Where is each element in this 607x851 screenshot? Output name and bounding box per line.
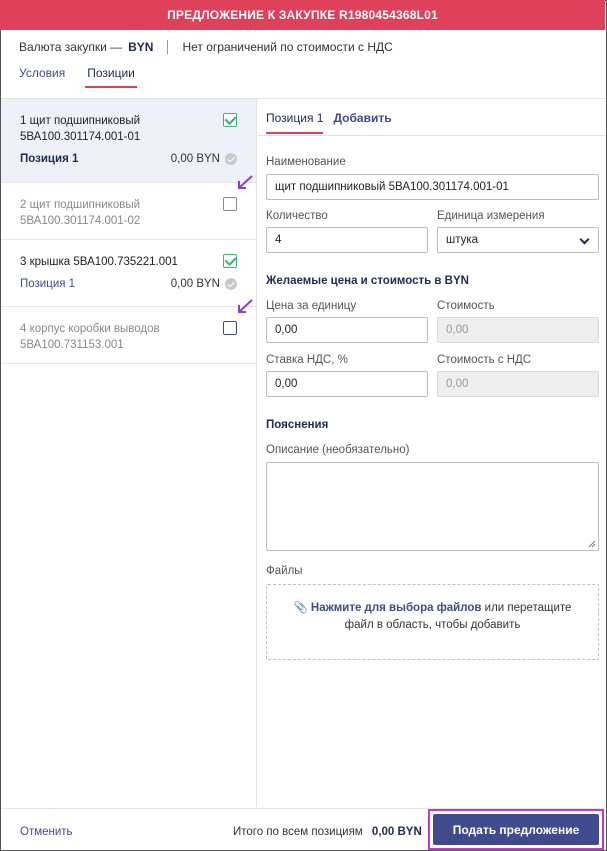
separator <box>167 40 168 54</box>
file-dropzone[interactable] <box>266 584 599 660</box>
drop-text-line2: файл в область, чтобы добавить <box>344 619 521 631</box>
total-summary <box>233 826 422 838</box>
currency-value: BYN <box>128 40 154 54</box>
item-title: 2 щит подшипниковый 5ВА100.301174.001-02 <box>20 199 141 227</box>
item-checkbox[interactable] <box>223 321 237 335</box>
annotation-arrow-icon <box>235 175 255 191</box>
list-item[interactable] <box>1 240 256 307</box>
item-summary <box>20 153 237 165</box>
item-position-label: Позиция 1 <box>20 153 79 165</box>
currency-label: Валюта закупки — <box>19 40 123 54</box>
description-textarea[interactable] <box>266 462 599 551</box>
unit-label: Единица измерения <box>437 210 545 222</box>
item-checkbox[interactable] <box>223 113 237 127</box>
item-position-link[interactable]: Позиция 1 <box>20 278 76 290</box>
drop-text: или перетащите <box>484 602 572 614</box>
item-title: 4 корпус коробки выводов 5ВА100.731153.001 <box>20 323 160 351</box>
quantity-field[interactable]: 4 <box>266 227 428 253</box>
detail-tabs <box>266 111 392 134</box>
item-price <box>171 153 237 165</box>
item-title: 1 щит подшипниковый 5ВА100.301174.001-01 <box>20 115 141 143</box>
items-list <box>1 99 257 807</box>
detail-tabs-divider <box>258 135 605 136</box>
vat-label: Ставка НДС, % <box>266 354 348 366</box>
top-tabs <box>19 66 137 88</box>
submit-button[interactable]: Подать предложение <box>433 814 599 845</box>
choose-files-link[interactable]: Нажмите для выбора файлов <box>310 602 482 614</box>
item-price <box>171 278 237 290</box>
item-price-value: 0,00 BYN <box>170 278 220 290</box>
item-checkbox[interactable] <box>223 254 237 268</box>
item-price-value: 0,00 BYN <box>170 153 220 165</box>
list-item[interactable] <box>1 183 256 240</box>
item-title: 3 крышка 5ВА100.735221.001 <box>20 256 178 268</box>
unit-price-field[interactable]: 0,00 <box>266 317 428 343</box>
cost-field: 0,00 <box>437 317 599 343</box>
description-label: Описание (необязательно) <box>266 444 410 456</box>
check-circle-icon <box>225 153 237 165</box>
footer <box>1 808 605 850</box>
check-circle-icon <box>225 278 237 290</box>
vat-field[interactable]: 0,00 <box>266 371 428 397</box>
limit-text: Нет ограничений по стоимости с НДС <box>182 40 393 54</box>
unit-select-value: штука <box>446 234 479 246</box>
item-checkbox[interactable] <box>223 197 237 211</box>
cancel-link[interactable]: Отменить <box>20 826 73 838</box>
total-label: Итого по всем позициям <box>233 826 363 838</box>
cost-label: Стоимость <box>437 300 495 312</box>
tab-conditions[interactable]: Условия <box>19 66 66 80</box>
cost-vat-field: 0,00 <box>437 371 599 397</box>
add-position-tab[interactable]: Добавить <box>333 111 392 125</box>
files-label: Файлы <box>266 565 303 577</box>
paperclip-icon: 📎 <box>293 602 308 614</box>
tab-positions[interactable]: Позиции <box>85 66 137 88</box>
item-summary <box>20 278 237 290</box>
name-label: Наименование <box>266 156 346 168</box>
unit-select[interactable] <box>437 227 599 253</box>
price-section-title: Желаемые цена и стоимость в BYN <box>266 275 469 287</box>
currency-info <box>19 40 393 54</box>
page-header: ПРЕДЛОЖЕНИЕ К ЗАКУПКЕ R1980454368L01 <box>0 0 605 30</box>
annotation-arrow-icon <box>235 299 255 315</box>
unit-price-label: Цена за единицу <box>266 300 357 312</box>
submit-highlight <box>428 809 604 850</box>
total-value: 0,00 BYN <box>371 826 422 838</box>
tab-position[interactable]: Позиция 1 <box>266 111 323 134</box>
list-item[interactable] <box>1 99 256 183</box>
resize-handle-icon[interactable] <box>588 540 596 548</box>
name-field[interactable]: щит подшипниковый 5ВА100.301174.001-01 <box>266 174 599 200</box>
quantity-label: Количество <box>266 210 328 222</box>
notes-section-title: Пояснения <box>266 419 329 431</box>
chevron-down-icon <box>580 235 590 245</box>
list-item[interactable] <box>1 307 256 364</box>
cost-vat-label: Стоимость с НДС <box>437 354 532 366</box>
